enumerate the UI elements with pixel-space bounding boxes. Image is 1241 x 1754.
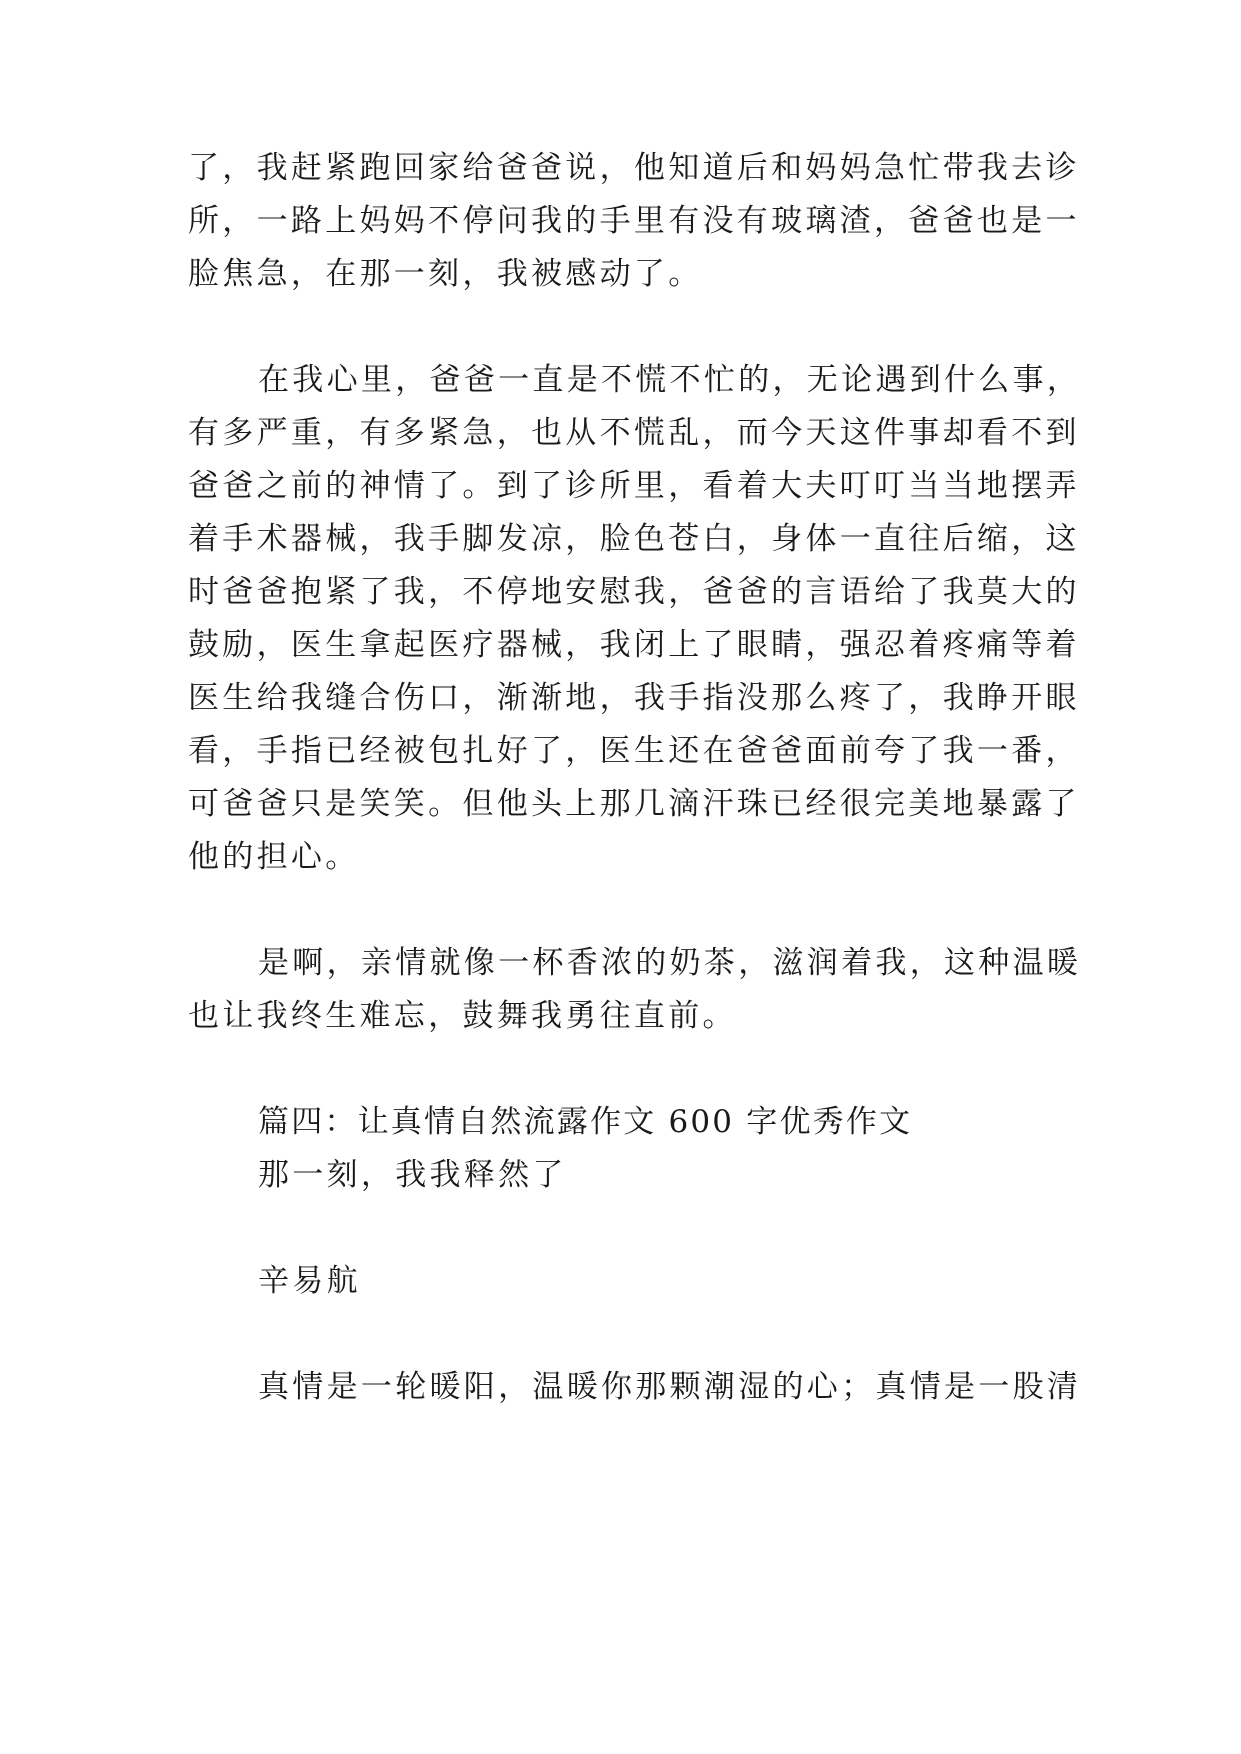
paragraph-3-line-2: 也让我终生难忘，鼓舞我勇往直前。 [188, 998, 737, 1034]
paragraph-2-line-4: 着手术器械，我手脚发凉，脸色苍白，身体一直往后缩，这 [188, 521, 1080, 557]
essay-title: 那一刻，我我释然了 [258, 1157, 567, 1193]
essay-opening-line: 真情是一轮暖阳，温暖你那颗潮湿的心；真情是一股清 [258, 1369, 1082, 1405]
paragraph-1-line-1: 了，我赶紧跑回家给爸爸说，他知道后和妈妈急忙带我去诊 [188, 150, 1080, 186]
paragraph-2-line-7: 医生给我缝合伤口，渐渐地，我手指没那么疼了，我睁开眼 [188, 680, 1080, 716]
paragraph-2-line-3: 爸爸之前的神情了。到了诊所里，看着大夫叮叮当当地摆弄 [188, 468, 1080, 504]
paragraph-2-line-9: 可爸爸只是笑笑。但他头上那几滴汗珠已经很完美地暴露了 [188, 786, 1080, 822]
paragraph-2-line-10: 他的担心。 [188, 839, 360, 875]
section-heading: 篇四：让真情自然流露作文 600 字优秀作文 [258, 1104, 913, 1140]
paragraph-1-line-3: 脸焦急，在那一刻，我被感动了。 [188, 256, 703, 292]
paragraph-1-line-2: 所，一路上妈妈不停问我的手里有没有玻璃渣，爸爸也是一 [188, 203, 1080, 239]
paragraph-2-line-8: 看，手指已经被包扎好了，医生还在爸爸面前夸了我一番， [188, 733, 1080, 769]
essay-author: 辛易航 [258, 1263, 361, 1299]
paragraph-3-line-1: 是啊，亲情就像一杯香浓的奶茶，滋润着我，这种温暖 [258, 945, 1082, 981]
paragraph-2-line-1: 在我心里，爸爸一直是不慌不忙的，无论遇到什么事， [258, 362, 1082, 398]
paragraph-2-line-6: 鼓励，医生拿起医疗器械，我闭上了眼睛，强忍着疼痛等着 [188, 627, 1080, 663]
paragraph-2-line-2: 有多严重，有多紧急，也从不慌乱，而今天这件事却看不到 [188, 415, 1080, 451]
paragraph-2-line-5: 时爸爸抱紧了我，不停地安慰我，爸爸的言语给了我莫大的 [188, 574, 1080, 610]
